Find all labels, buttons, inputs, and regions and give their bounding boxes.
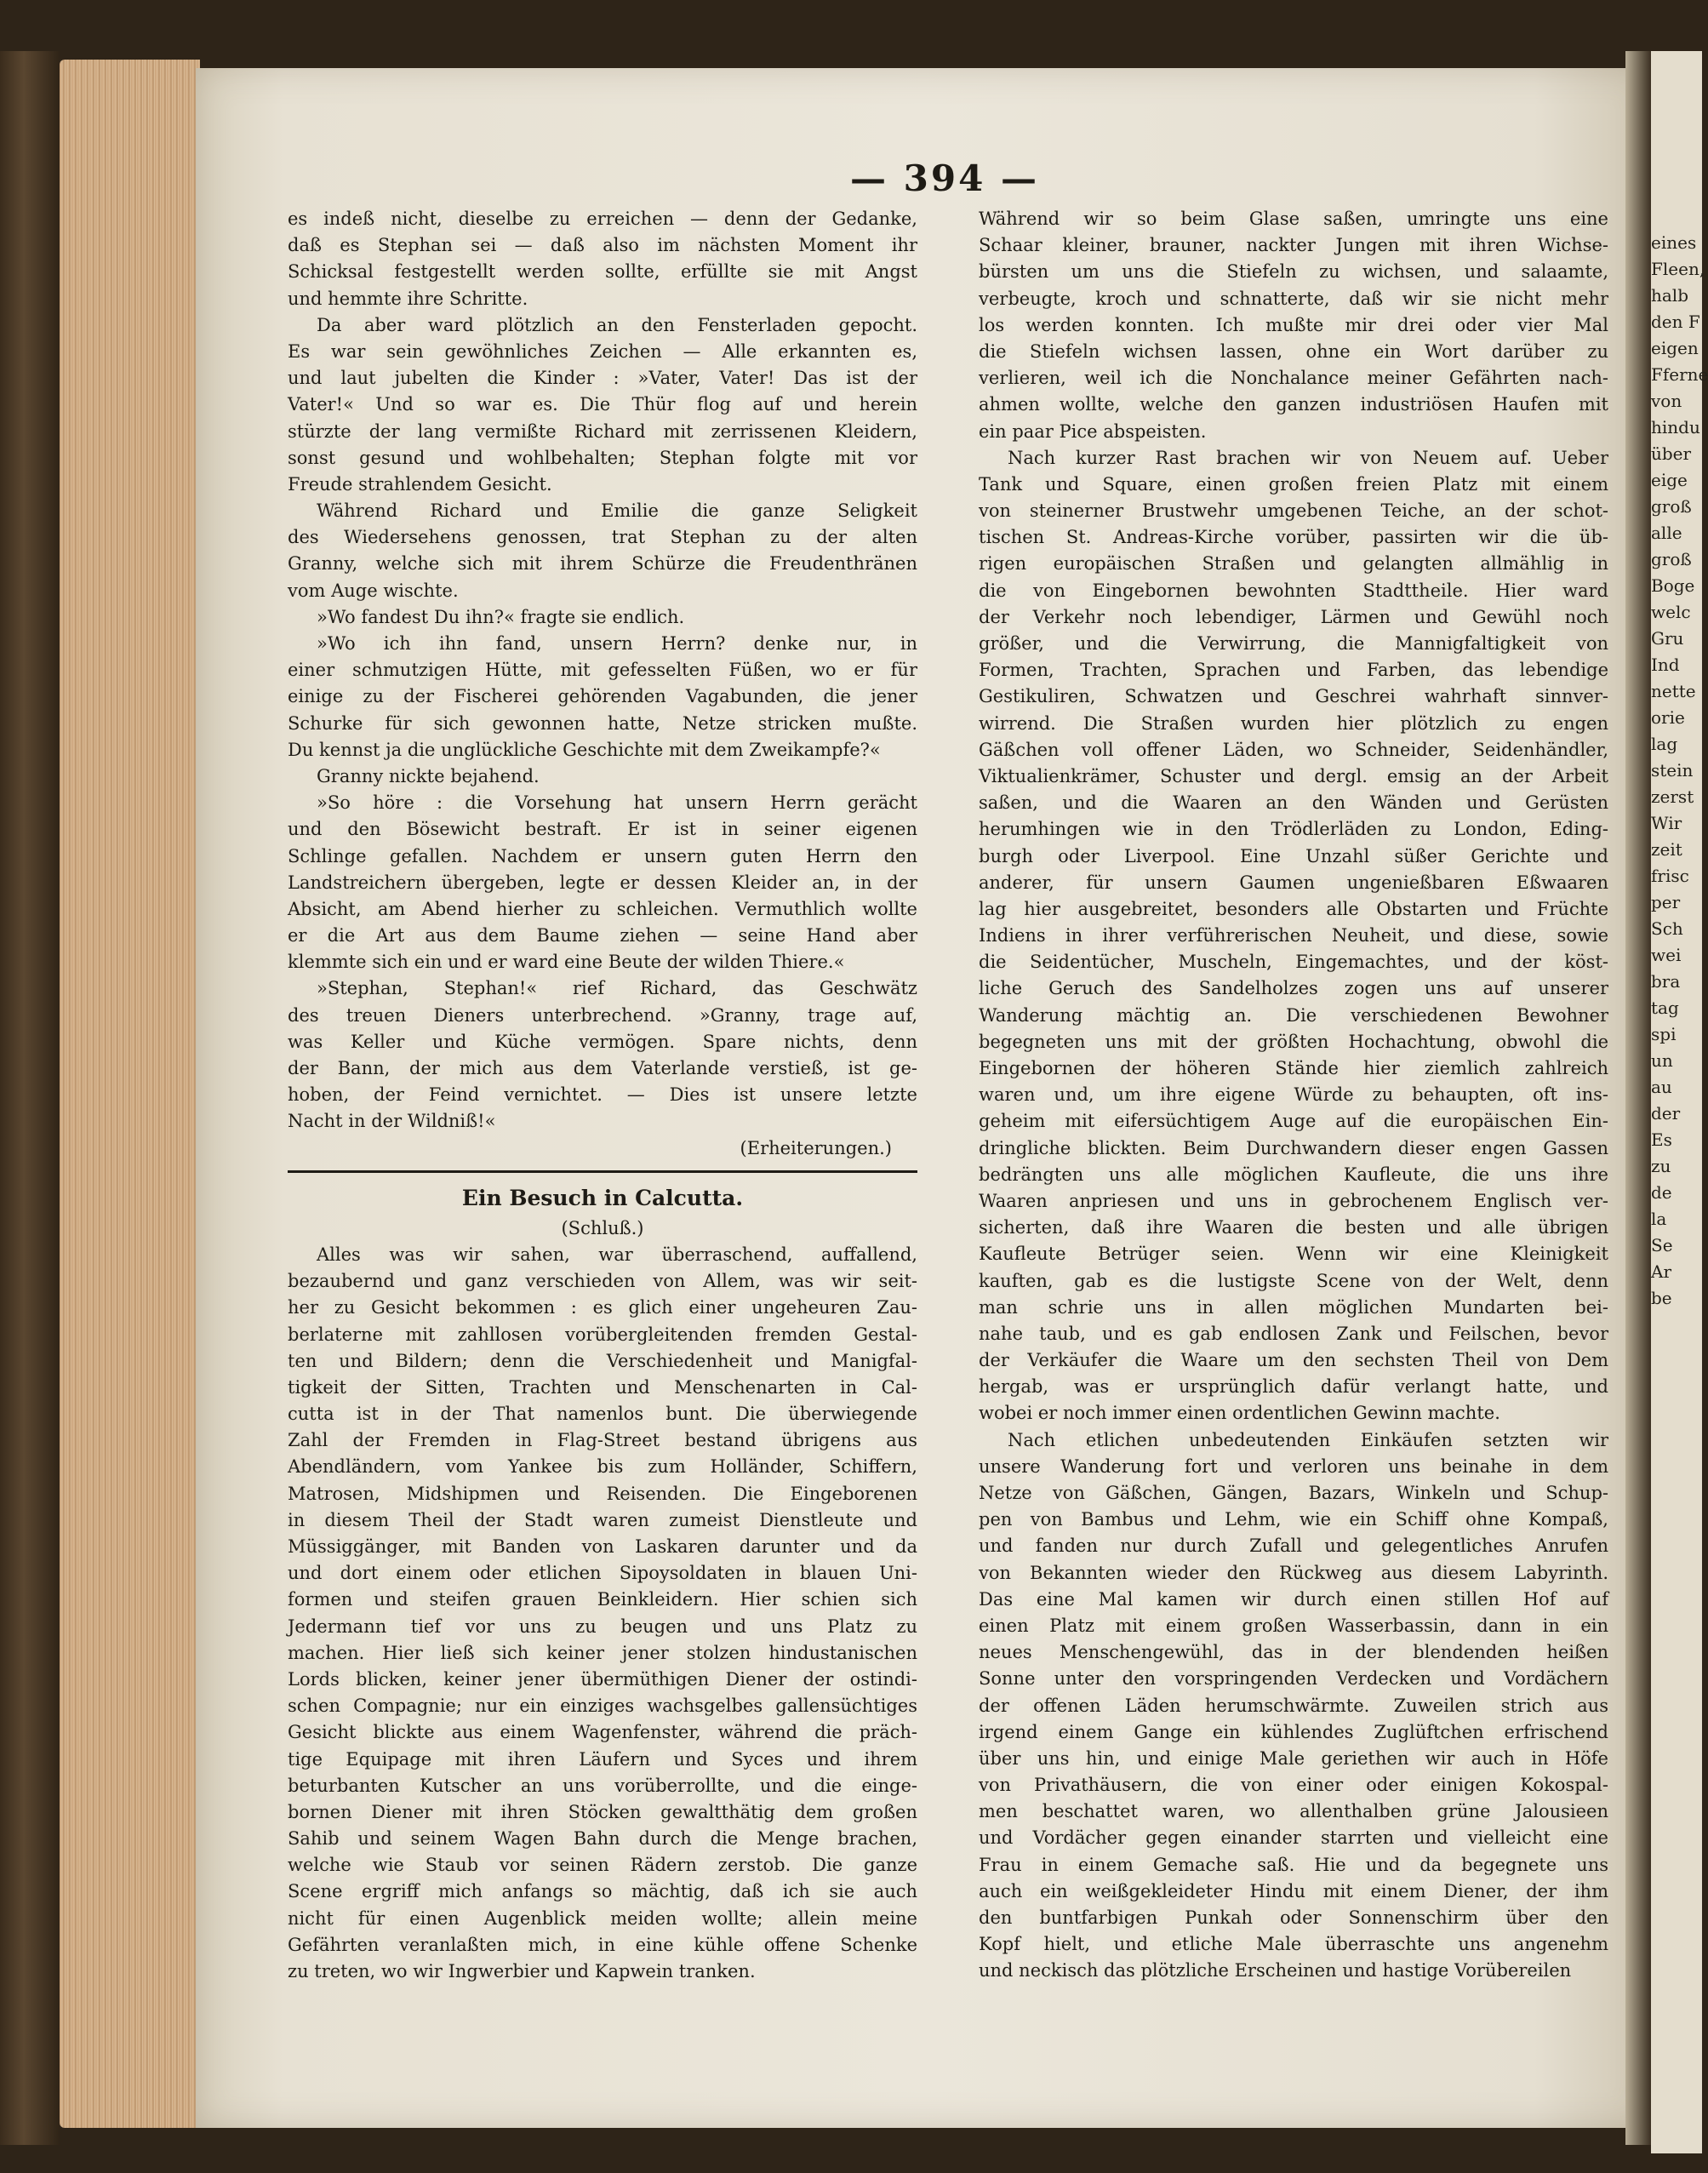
text-line: und fanden nur durch Zufall und gelegentliches Anrufen	[979, 1535, 1608, 1557]
text-line: Alles was wir sahen, war überraschend, auffallend,	[317, 1244, 917, 1265]
text-line: Während wir so beim Glase saßen, umringte uns eine	[979, 209, 1608, 229]
text-line: waren und, um ihre eigene Würde zu behaupten, oft ins-	[979, 1084, 1608, 1106]
text-line: »Wo fandest Du ihn?« fragte sie endlich.	[317, 606, 685, 627]
adjacent-page-text: Se	[1651, 1235, 1673, 1255]
text-line: berlaterne mit zahllosen vorübergleitenden fremden Gestal-	[288, 1324, 917, 1345]
text-line: schen Compagnie; nur ein einziges wachsgelbes gallensüchtiges	[288, 1696, 917, 1717]
adjacent-page-text: von	[1651, 391, 1682, 411]
text-line: einige zu der Fischerei gehörenden Vagabunden, die jener	[288, 686, 917, 707]
source-credit: (Erheiterungen.)	[740, 1137, 892, 1158]
text-line: Es war sein gewöhnliches Zeichen — Alle erkannten es,	[288, 340, 917, 362]
adjacent-page-text: groß	[1651, 496, 1692, 517]
text-line: Abendländern, vom Yankee bis zum Holländer, Schiffern,	[288, 1456, 917, 1478]
text-line: Scene ergriff mich anfangs so mächtig, daß ich sie auch	[288, 1881, 917, 1902]
text-line: rigen europäischen Straßen und gelangten allmählig in	[979, 553, 1608, 575]
text-line: Gestikuliren, Schwatzen und Geschrei wahrhaft sinnver-	[979, 686, 1608, 707]
text-line: die Seidentücher, Muscheln, Eingemachtes, und der köst-	[979, 952, 1608, 973]
adjacent-page-text: Boge	[1651, 575, 1695, 596]
right-column	[979, 206, 1608, 1985]
text-line: Formen, Trachten, Sprachen und Farben, das lebendige	[979, 660, 1608, 681]
text-line: beturbanten Kutscher an uns vorüberrollte, und die einge-	[288, 1775, 917, 1796]
text-line: saßen, und die Waaren an den Wänden und Gerüsten	[979, 792, 1608, 814]
text-line: tigkeit der Sitten, Trachten und Menschenarten in Cal-	[288, 1376, 917, 1398]
text-line: ahmen wollte, welche den ganzen industriösen Haufen mit	[979, 394, 1608, 415]
text-line: burgh oder Liverpool. Eine Unzahl süßer Gerichte und	[979, 845, 1608, 866]
adjacent-page-text: alle	[1651, 523, 1682, 543]
text-line: und hemmte ihre Schritte.	[288, 288, 528, 309]
text-line: Sonne unter den vorspringenden Verdecken und Vordächern	[979, 1668, 1608, 1690]
adjacent-page-text: über	[1651, 443, 1692, 464]
text-line: machen. Hier ließ sich keiner jener stolzen hindustanischen	[288, 1642, 917, 1663]
text-line: sicherten, daß ihre Waaren die besten und alle übrigen	[979, 1217, 1608, 1238]
page-number: — 394 —	[850, 157, 1039, 199]
adjacent-page-text: Es	[1651, 1129, 1672, 1150]
text-line: sonst gesund und wohlbehalten; Stephan folgte mit vor	[288, 447, 917, 468]
text-line: Granny, welche sich mit ihrem Schürze die Freudenthränen	[288, 553, 917, 575]
text-line: Frau in einem Gemache saß. Hie und da begegnete uns	[979, 1854, 1608, 1875]
text-line: neues Menschengewühl, das in der blendenden heißen	[979, 1642, 1608, 1663]
text-line: bezaubernd und ganz verschieden von Allem, was wir seit-	[288, 1271, 917, 1292]
text-line: und neckisch das plötzliche Erscheinen und hastige Vorübereilen	[979, 1960, 1572, 1981]
text-line: den buntfarbigen Punkah oder Sonnenschirm über den	[979, 1907, 1608, 1928]
text-line: größer, und die Verwirrung, die Mannigfaltigkeit von	[979, 633, 1608, 654]
adjacent-page-text: tag	[1651, 998, 1679, 1018]
text-line: Landstreichern übergeben, legte er dessen Kleider an, in der	[288, 872, 917, 893]
page-edges	[60, 60, 200, 2128]
text-line: cutta ist in der That namenlos bunt. Die überwiegende	[288, 1404, 917, 1425]
text-line: Schurke für sich gewonnen hatte, Netze stricken mußte.	[288, 712, 917, 734]
text-line: Nacht in der Wildniß!«	[288, 1111, 496, 1132]
text-line: der Verkehr noch lebendiger, Lärmen und Gewühl noch	[979, 606, 1608, 627]
text-line: Zahl der Fremden in Flag-Street bestand übrigens aus	[288, 1430, 917, 1451]
text-line: tige Equipage mit ihren Läufern und Syces und ihrem	[288, 1748, 917, 1770]
text-line: Schlinge gefallen. Nachdem er unsern guten Herrn den	[288, 845, 917, 866]
text-line: Viktualienkrämer, Schuster und dergl. emsig an der Arbeit	[979, 765, 1608, 786]
text-line: des Wiedersehens genossen, trat Stephan zu der alten	[288, 527, 917, 548]
adjacent-page-text: welc	[1651, 602, 1691, 622]
text-line: stürzte der lang vermißte Richard mit zerrissenen Kleidern,	[288, 420, 917, 442]
adjacent-page-text: halb	[1651, 285, 1689, 306]
adjacent-page-text: den F	[1651, 312, 1700, 332]
adjacent-page-text: orie	[1651, 707, 1685, 728]
text-line: hergab, was er ursprünglich dafür verlangt hatte, und	[979, 1376, 1608, 1398]
text-line: Absicht, am Abend hierher zu schleichen. Vermuthlich wollte	[288, 898, 917, 919]
adjacent-page-text: Gru	[1651, 628, 1684, 649]
text-line: klemmte sich ein und er ward eine Beute der wilden Thiere.«	[288, 952, 845, 973]
text-line: und laut jubelten die Kinder : »Vater, Vater! Das ist der	[288, 368, 917, 389]
text-line: nahe taub, und es gab endlosen Zank und Feilschen, bevor	[979, 1323, 1608, 1344]
adjacent-page-text: au	[1651, 1077, 1672, 1097]
text-line: Vater!« Und so war es. Die Thür flog auf und herein	[288, 394, 917, 415]
text-line: auch ein weißgekleideter Hindu mit einem Diener, der ihm	[979, 1880, 1608, 1901]
adjacent-page-text: Wir	[1651, 813, 1682, 833]
adjacent-page-text: stein	[1651, 760, 1694, 781]
adjacent-page-text: de	[1651, 1182, 1672, 1203]
adjacent-page-text: wei	[1651, 945, 1682, 965]
section-divider	[288, 1170, 917, 1176]
text-line: man schrie uns in allen möglichen Mundarten bei-	[979, 1296, 1608, 1318]
text-line: der Bann, der mich aus dem Vaterlande verstieß, ist ge-	[288, 1058, 917, 1078]
adjacent-page-text: eige	[1651, 470, 1688, 490]
text-line: wirrend. Die Straßen wurden hier plötzlich zu engen	[979, 712, 1608, 734]
text-line: ein paar Pice abspeisten.	[979, 420, 1207, 442]
text-line: der Verkäufer die Waare um den sechsten Theil von Dem	[979, 1350, 1608, 1371]
adjacent-page-text: bra	[1651, 971, 1681, 992]
book-gutter	[1625, 51, 1651, 2145]
text-line: Kopf hielt, und etliche Male überraschte uns angenehm	[979, 1934, 1608, 1955]
text-line: lag hier ausgebreitet, besonders alle Obstarten und Früchte	[979, 898, 1608, 919]
text-line: Das eine Mal kamen wir durch einen stillen Hof auf	[979, 1588, 1608, 1610]
text-line: und Vordächer gegen einander starrten und vielleicht eine	[979, 1827, 1608, 1849]
text-line: verlieren, weil ich die Nonchalance meiner Gefährten nach-	[979, 368, 1608, 389]
text-line: bedrängten uns alle möglichen Kaufleute, die uns ihre	[979, 1164, 1608, 1185]
text-line: Nach etlichen unbedeutenden Einkäufen setzten wir	[1008, 1429, 1608, 1450]
text-line: kauften, gab es die lustigste Scene von der Welt, denn	[979, 1270, 1608, 1291]
text-line: Nach kurzer Rast brachen wir von Neuem auf. Ueber	[1008, 447, 1608, 468]
adjacent-page-text: Ar	[1651, 1261, 1672, 1282]
adjacent-page-text: per	[1651, 892, 1681, 912]
text-line: Matrosen, Midshipmen und Reisenden. Die Eingeborenen	[288, 1483, 917, 1504]
text-line: von steinerner Brustwehr umgebenen Teiche, an der schot-	[979, 500, 1608, 522]
text-line: Netze von Gäßchen, Gängen, Bazars, Winkeln und Schup-	[979, 1483, 1608, 1503]
text-line: einer schmutzigen Hütte, mit gefesselten Füßen, wo er für	[288, 660, 917, 681]
text-line: Da aber ward plötzlich an den Fensterladen gepocht.	[317, 314, 917, 335]
article-subtitle: (Schluß.)	[561, 1217, 644, 1238]
text-line: von Privathäusern, die von einer oder einigen Kokospal-	[979, 1775, 1608, 1796]
text-line: Indiens in ihrer verführerischen Neuheit, und diese, sowie	[979, 925, 1608, 946]
adjacent-page-text: Ind	[1651, 655, 1680, 675]
adjacent-page-text: hindu	[1651, 417, 1700, 437]
text-line: »Wo ich ihn fand, unsern Herrn? denke nur, in	[317, 633, 917, 654]
text-line: daß es Stephan sei — daß also im nächsten Moment ihr	[288, 235, 917, 256]
text-line: hoben, der Feind vernichtet. — Dies ist unsere letzte	[288, 1084, 917, 1106]
text-line: des treuen Dieners unterbrechend. »Granny, trage auf,	[288, 1004, 917, 1026]
text-line: Gefährten veranlaßten mich, in eine kühle offene Schenke	[288, 1934, 917, 1955]
text-line: begegneten uns mit der größten Hochachtung, obwohl die	[979, 1031, 1608, 1052]
text-line: und dort einem oder etlichen Sipoysoldaten in blauen Uni-	[288, 1563, 917, 1584]
adjacent-page-text: lag	[1651, 734, 1678, 754]
adjacent-page-text: eines	[1651, 232, 1697, 253]
adjacent-page-text: be	[1651, 1288, 1672, 1308]
text-line: anderer, für unsern Gaumen ungenießbaren Eßwaaren	[979, 872, 1608, 893]
text-line: unsere Wanderung fort und verloren uns beinahe in dem	[979, 1455, 1608, 1477]
text-line: los werden konnten. Ich mußte mir drei oder vier Mal	[979, 314, 1608, 335]
adjacent-page-text: un	[1651, 1050, 1673, 1071]
article-title: Ein Besuch in Calcutta.	[461, 1185, 744, 1210]
text-line: er die Art aus dem Baume ziehen — seine Hand aber	[288, 925, 917, 946]
text-line: verbeugte, kroch und schnatterte, daß wir sie nicht mehr	[979, 288, 1608, 309]
text-line: welche wie Staub vor seinen Rädern zerstob. Die ganze	[288, 1855, 917, 1876]
text-line: »So höre : die Vorsehung hat unsern Herrn gerächt	[317, 792, 917, 814]
text-line: Eingebornen der höheren Stände hier ziemlich zahlreich	[979, 1058, 1608, 1078]
text-line: Schicksal festgestellt werden sollte, erfüllte sie mit Angst	[288, 261, 917, 283]
text-line: Du kennst ja die unglückliche Geschichte mit dem Zweikampfe?«	[288, 739, 881, 760]
adjacent-page-text: la	[1651, 1209, 1667, 1229]
text-line: Wanderung mächtig an. Die verschiedenen Bewohner	[979, 1004, 1608, 1026]
text-line: tischen St. Andreas-Kirche vorüber, passirten wir die üb-	[979, 527, 1608, 548]
text-line: herumhingen wie in den Trödlerläden zu London, Eding-	[979, 819, 1608, 840]
text-line: her zu Gesicht bekommen : es glich einer ungeheuren Zau-	[288, 1297, 917, 1318]
adjacent-page-text: spi	[1651, 1024, 1677, 1044]
adjacent-page-text: eigen	[1651, 338, 1699, 358]
left-column	[288, 206, 917, 1985]
text-line: Kaufleute Betrüger seien. Wenn wir eine Kleinigkeit	[979, 1244, 1608, 1265]
adjacent-page-text: Sch	[1651, 918, 1683, 939]
adjacent-page-text: groß	[1651, 549, 1692, 569]
text-line: formen und steifen grauen Beinkleidern. Hier schien sich	[288, 1589, 917, 1610]
text-line: »Stephan, Stephan!« rief Richard, das Geschwätz	[317, 978, 917, 999]
adjacent-page-text: nette	[1651, 681, 1696, 701]
text-line: bornen Diener mit ihren Stöcken gewaltthätig dem großen	[288, 1801, 917, 1822]
text-line: Lords blicken, keiner jener übermüthigen Diener der ostindi-	[288, 1668, 917, 1690]
text-line: in diesem Theil der Stadt waren zumeist Dienstleute und	[288, 1509, 917, 1530]
text-line: pen von Bambus und Lehm, wie ein Schiff ohne Kompaß,	[979, 1509, 1608, 1530]
text-line: Sahib und seinem Wagen Bahn durch die Menge brachen,	[288, 1828, 917, 1850]
adjacent-page-text: Fleen,	[1651, 259, 1705, 279]
text-line: liche Geruch des Sandelholzes zogen uns auf unserer	[979, 978, 1608, 999]
text-line: irgend einem Gange ein kühlendes Zuglüftchen erfrischend	[979, 1721, 1608, 1742]
adjacent-page-text: zu	[1651, 1156, 1671, 1176]
text-line: Granny nickte bejahend.	[317, 765, 540, 786]
text-line: der offenen Läden herumschwärmte. Zuweilen strich aus	[979, 1695, 1608, 1716]
text-line: Müssiggänger, mit Banden von Laskaren darunter und da	[288, 1536, 917, 1557]
text-line: Tank und Square, einen großen freien Platz mit einem	[979, 473, 1608, 495]
adjacent-page-fragment	[1651, 51, 1708, 2153]
text-line: zu treten, wo wir Ingwerbier und Kapwein tranken.	[288, 1961, 756, 1981]
text-line: Jedermann tief vor uns zu beugen und uns Platz zu	[288, 1615, 917, 1637]
text-line: die von Eingebornen bewohnten Stadttheile. Hier ward	[979, 580, 1608, 601]
text-line: Schaar kleiner, brauner, nackter Jungen mit ihren Wichse-	[979, 235, 1608, 256]
text-line: wobei er noch immer einen ordentlichen Gewinn machte.	[979, 1403, 1500, 1424]
text-line: einen Platz mit einem großen Wasserbassin, dann in ein	[979, 1615, 1608, 1636]
adjacent-page-text: frisc	[1651, 866, 1689, 886]
text-line: über uns hin, und einige Male geriethen wir auch in Höfe	[979, 1747, 1608, 1769]
adjacent-page-text: Fferne	[1651, 364, 1708, 385]
text-line: geheim mit eifersüchtigem Auge auf die europäischen Ein-	[979, 1111, 1608, 1132]
text-line: die Stiefeln wichsen lassen, ohne ein Wort darüber zu	[979, 340, 1608, 362]
text-line: Gesicht blickte aus einem Wagenfenster, während die präch-	[288, 1722, 917, 1743]
adjacent-page-text: zeit	[1651, 839, 1682, 860]
text-line: was Keller und Küche vermögen. Spare nichts, denn	[288, 1031, 917, 1052]
text-line: Freude strahlendem Gesicht.	[288, 473, 552, 495]
adjacent-page-text: der	[1651, 1103, 1681, 1124]
text-line: und den Bösewicht bestraft. Er ist in seiner eigenen	[288, 819, 917, 840]
text-line: vom Auge wischte.	[288, 580, 459, 601]
text-line: ten und Bildern; denn die Verschiedenheit und Manigfal-	[288, 1350, 917, 1371]
book-spine	[0, 51, 60, 2145]
text-line: von Bekannten wieder den Rückweg aus diesem Labyrinth.	[979, 1562, 1608, 1583]
text-line: Waaren anpriesen und uns in gebrochenem Englisch ver-	[979, 1190, 1608, 1211]
text-line: dringliche blickten. Beim Durchwandern dieser engen Gassen	[979, 1137, 1608, 1158]
text-line: nicht für einen Augenblick meiden wollte; allein meine	[288, 1907, 917, 1929]
adjacent-page-text: zerst	[1651, 786, 1694, 807]
text-line: men beschattet waren, wo allenthalben grüne Jalousieen	[979, 1801, 1608, 1822]
text-line: es indeß nicht, dieselbe zu erreichen — denn der Gedanke,	[288, 209, 917, 229]
text-line: Während Richard und Emilie die ganze Seligkeit	[317, 500, 917, 522]
text-line: bürsten um uns die Stiefeln zu wichsen, und salaamte,	[979, 261, 1608, 283]
text-line: Gäßchen voll offener Läden, wo Schneider, Seidenhändler,	[979, 739, 1608, 760]
